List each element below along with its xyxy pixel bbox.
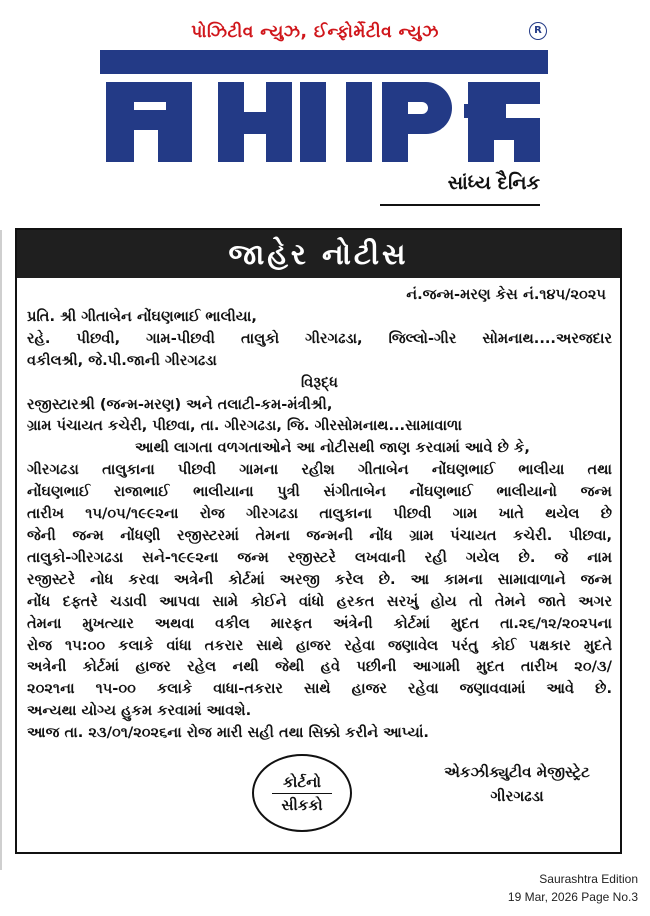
seal-line-1: કોર્ટનો xyxy=(283,772,321,791)
notice-paragraph-line: જેની જન્મ નોંધણી રજીસ્ટરમાં તેમના જન્મની નોંધ ગ્રામ પંચાયત કચેરી. પીછવા, xyxy=(27,526,612,544)
notice-paragraph-line: નોંધ દફ્તરે ચડાવી આપવા સામે કોઈને વાંધો હરકત સરખું હોય તો તેમને જાતે અગર xyxy=(27,592,612,610)
newspaper-logo xyxy=(100,44,548,166)
notice-paragraph-line: તારીખ ૧૫/૦૫/૧૯૯૨ના રોજ ગીરગઢડા તાલુકાના પીછવી ગામ ખાતે થયેલ છે xyxy=(27,505,612,523)
page-edge-divider xyxy=(0,230,2,870)
notice-paragraph-line: તેમના મુખત્યાર અથવા વકીલ મારફત અંત્રેની કોર્ટમાં મુદત તા.૨૬/૧૨/૨૦૨૫ના xyxy=(27,614,612,632)
respondent-line: રજીસ્ટારશ્રી (જન્મ-મરણ) અને તલાટી-કમ-મંત્રીશ્રી, xyxy=(27,395,333,413)
notice-paragraph-line: અત્રેની કોર્ટમાં હાજર રહેલ નથી જેથી હવે પછીની આગામી મુદત તારીખ ૨૦/૩/ xyxy=(27,658,612,676)
masthead xyxy=(0,0,650,225)
case-number: નં.જન્મ-મરણ કેસ નં.૧૪૫/૨૦૨૫ xyxy=(406,286,606,303)
addressee-line: પ્રતિ. શ્રી ગીતાબેન નોંઘણભાઈ ભાલીયા, xyxy=(27,307,257,325)
court-seal xyxy=(252,754,352,832)
subtitle-underline xyxy=(380,204,540,206)
signature-block xyxy=(27,754,612,834)
masthead-subtitle: સાંધ્ય દૈનિક xyxy=(447,172,540,194)
notice-paragraph-line: ૨૦૨૧ના ૧૫-૦૦ કલાકે વાધા-તકરાર સાથે હાજર રહેવા જણાવવામાં આવે છે. xyxy=(27,680,612,698)
registered-trademark-icon: R xyxy=(529,22,547,40)
notice-paragraph-line: નોંઘણભાઈ રાજાભાઈ ભાલીયાના પુત્રી સંગીતાબેન નોંઘણભાઈ ભાલીયાનો જન્મ xyxy=(27,483,612,501)
notice-paragraph-line: રજીસ્ટરે નોધ કરવા અત્રેની કોર્ટમાં અરજી કરેલ છે. આ કામના સામાવાળાને જન્મ xyxy=(27,570,612,588)
versus-label: વિરૂદ્ધ xyxy=(300,373,339,391)
signatory xyxy=(407,760,627,808)
notice-paragraph-line: ગીરગઢડા તાલુકાના પીછવી ગામના રહીશ ગીતાબેન નોંઘણભાઈ ભાલીયા તથા xyxy=(27,461,612,479)
advocate-line: વકીલશ્રી, જે.પી.જાની ગીરગઢડા xyxy=(27,351,217,369)
page-footer xyxy=(508,870,638,906)
respondent-address-line: ગ્રામ પંચાયત કચેરી, પીછવા, તા. ગીરગઢડા, જિ. ગીરસોમનાથ...સામાવાળા xyxy=(27,417,462,435)
public-notice xyxy=(15,228,622,854)
notice-paragraph-line: રોજ ૧૫:૦૦ કલાકે વાંધા તકરાર સાથે હાજર રહેવા જણાવેલ પરંતુ કોઈ પક્ષકાર મુદતે xyxy=(27,636,612,654)
date-page-label: 19 Mar, 2026 Page No.3 xyxy=(507,890,638,904)
edition-label: Saurashtra Edition xyxy=(539,872,638,886)
signatory-place: ગીરગઢડા xyxy=(490,787,544,806)
notice-paragraph-line: અન્યથા યોગ્ય હુકમ કરવામાં આવશે. xyxy=(27,702,252,720)
signatory-title: એકઝીક્યુટીવ મેજીસ્ટ્રેટ xyxy=(444,763,590,782)
address-line: રહે. પીછવી, ગામ-પીછવી તાલુકો ગીરગઢડા, જિલ્લો-ગીર સોમનાથ....અરજદાર xyxy=(27,329,612,347)
seal-divider xyxy=(272,793,332,794)
notice-paragraph-line: તાલુકો-ગીરગઢડા સને-૧૯૯૨ના જન્મ રજીસ્ટરે લખવાની રહી ગયેલ છે. જે નામ xyxy=(27,548,612,566)
notice-heading: જાહેર નોટીસ xyxy=(17,230,620,278)
issue-date-line: આજ તા. ૨૩/૦૧/૨૦૨૬ના રોજ મારી સહી તથા સિક્કો કરીને આપ્યાં. xyxy=(27,724,429,742)
notice-paragraph-line: આથી લાગતા વળગતાઓને આ નોટીસથી જાણ કરવામાં આવે છે કે, xyxy=(135,439,530,457)
logo-wordmark-icon xyxy=(100,44,548,166)
masthead-tagline: પોઝિટીવ ન્યુઝ, ઈન્ફોર્મેટીવ ન્યુઝ xyxy=(191,22,439,42)
notice-body xyxy=(17,278,620,834)
seal-line-2: સીકકો xyxy=(281,795,323,814)
